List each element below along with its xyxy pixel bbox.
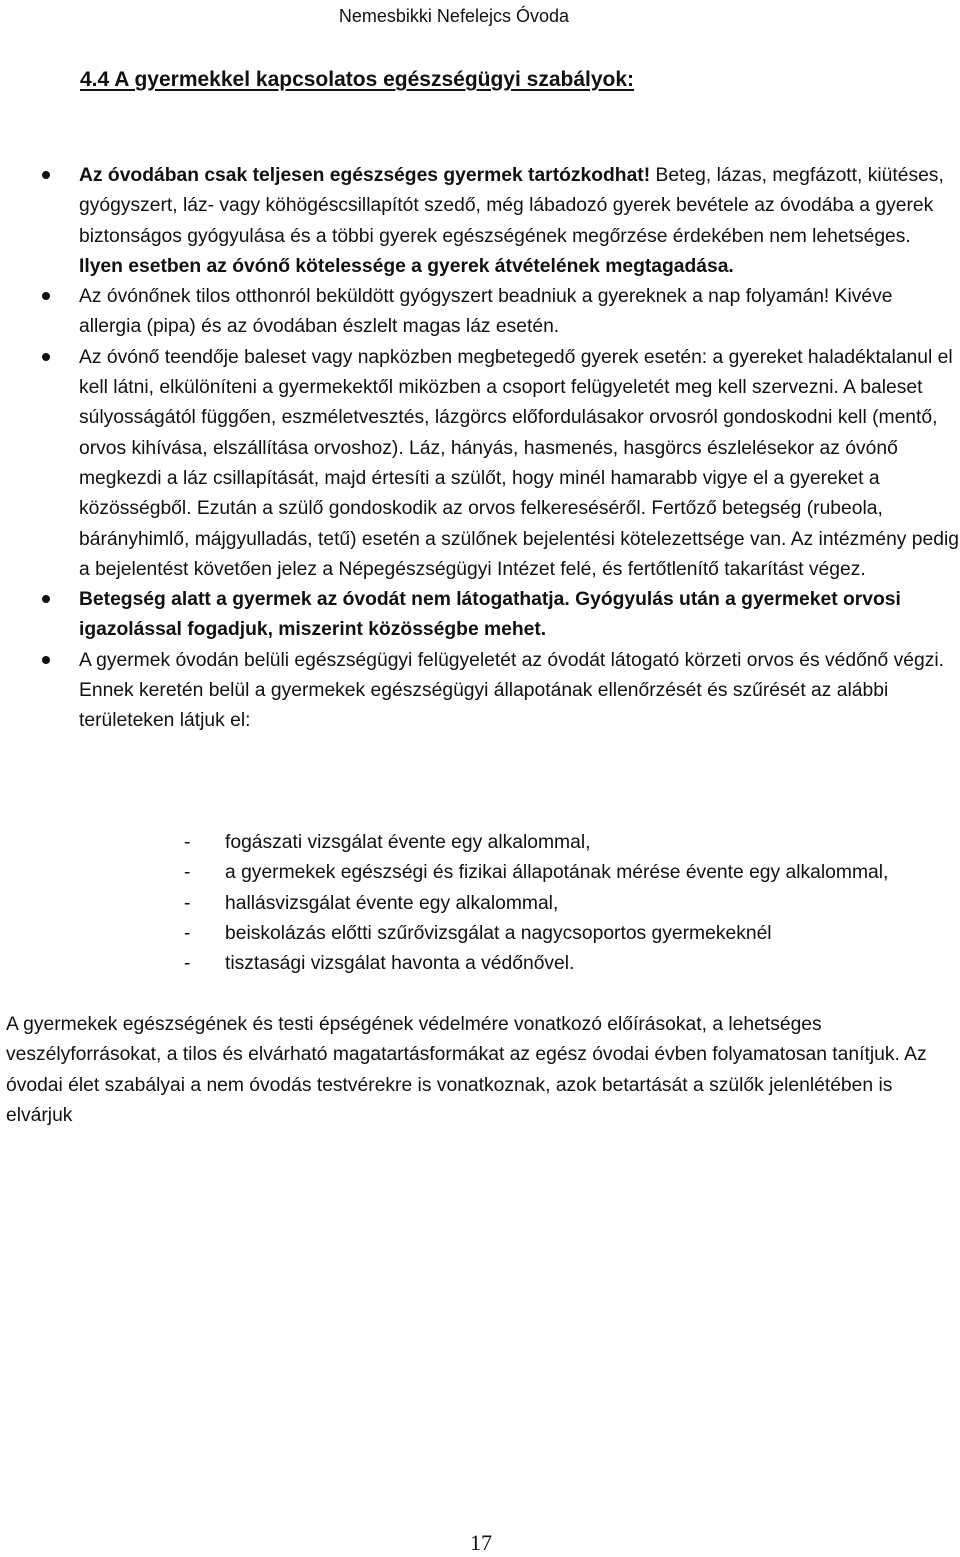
- bullet-icon: [42, 656, 50, 664]
- health-rules-list: [0, 161, 960, 737]
- bullet-icon: [42, 353, 50, 361]
- list-item: [0, 282, 960, 343]
- bullet-icon: [42, 292, 50, 300]
- closing-paragraph: A gyermekek egészségének és testi épségének védelmére vonatkozó előírásokat, a lehetséges veszélyforrásokat, a tilos és elvárható magatartásformákat az egész óvodai évben folyamatosan tanítjuk. Az óvodai élet szabályai a nem óvodás testvérekre is vonatkoznak, azok betartását a szülők jelenlétében is elvárjuk: [6, 1014, 927, 1126]
- dash-mark: -: [184, 953, 191, 975]
- screening-text: beiskolázás előtti szűrővizsgálat a nagycsoportos gyermekeknél: [225, 922, 772, 944]
- screening-text: a gyermekek egészségi és fizikai állapotának mérése évente egy alkalommal,: [225, 862, 889, 884]
- list-item: [0, 919, 960, 949]
- list-item: [0, 949, 960, 979]
- list-item: [0, 161, 960, 282]
- rule-text-bold: Az óvodában csak teljesen egészséges gyermek tartózkodhat!: [79, 165, 651, 186]
- list-item: [0, 828, 960, 858]
- rule-text: Beteg, lázas, megfázott, kiütéses, gyógyszert, láz- vagy köhögéscsillapítót szedő, még lábadozó gyerek bevétele az óvodába a gyerek biztonságos gyógyulása és a többi gyerek egészségének megőrzése érdekében nem lehetséges.: [79, 165, 944, 247]
- list-item: [0, 585, 960, 646]
- bullet-icon: [42, 595, 50, 603]
- rule-text: Az óvónő teendője baleset vagy napközben megbetegedő gyerek esetén: a gyereket haladéktalanul el kell látni, elkülöníteni a gyermekektől miközben a csoport felügyeletét meg kell szervezni. A baleset súlyosságától függően, eszméletvesztés, lázgörcs előfordulásakor orvosról gondoskodni kell (mentő, orvos kihívása, elszállítása orvoshoz). Láz, hányás, hasmenés, hasgörcs észlelésekor az óvónő megkezdi a láz csillapítását, majd értesíti a szülőt, hogy minél hamarabb vigye el a gyereket a közösségből. Ezután a szülő gondoskodik az orvos felkereséséről. Fertőző betegség (rubeola, bárányhimlő, májgyulladás, tetű) esetén a szülőnek bejelentési kötelezettsége van. Az intézmény pedig a bejelentést követően jelez a Népegészségügyi Intézet felé, és fertőtlenítő takarítást végez.: [79, 346, 959, 580]
- list-item: [0, 646, 960, 737]
- list-item: [0, 343, 960, 585]
- screening-text: fogászati vizsgálat évente egy alkalommal,: [225, 832, 591, 853]
- screening-list: [0, 828, 960, 979]
- dash-mark: -: [184, 922, 191, 944]
- rule-text-bold: Betegség alatt a gyermek az óvodát nem látogathatja. Gyógyulás után a gyermeket orvosi igazolással fogadjuk, miszerint közösségbe mehet.: [79, 589, 901, 641]
- dash-mark: -: [184, 892, 191, 914]
- page-number: 17: [470, 1530, 492, 1555]
- running-header: Nemesbikki Nefelejcs Óvoda: [338, 6, 569, 26]
- rule-text-bold: Ilyen esetben az óvónő kötelessége a gyerek átvételének megtagadása.: [79, 255, 734, 277]
- list-item: [0, 889, 960, 919]
- screening-text: hallásvizsgálat évente egy alkalommal,: [225, 892, 559, 914]
- dash-mark: -: [184, 862, 191, 884]
- list-item: [0, 858, 960, 888]
- screening-text: tisztasági vizsgálat havonta a védőnővel.: [225, 953, 575, 975]
- section-title: 4.4 A gyermekkel kapcsolatos egészségügyi szabályok:: [80, 68, 635, 91]
- dash-mark: -: [184, 832, 191, 853]
- bullet-icon: [42, 171, 50, 179]
- rule-text: Az óvónőnek tilos otthonról beküldött gyógyszert beadniuk a gyereknek a nap folyamán! Kivéve allergia (pipa) és az óvodában észlelt magas láz esetén.: [79, 286, 893, 338]
- rule-text: A gyermek óvodán belüli egészségügyi felügyeletét az óvodát látogató körzeti orvos és védőnő végzi. Ennek keretén belül a gyermekek egészségügyi állapotának ellenőrzését és szűrését az alábbi területeken látjuk el:: [79, 649, 944, 732]
